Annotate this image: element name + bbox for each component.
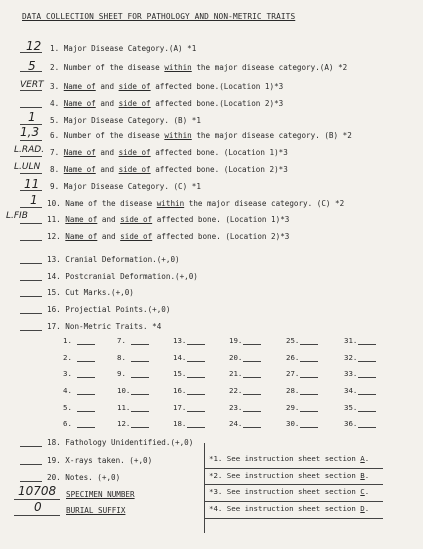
trait-number: 9.: [117, 369, 126, 378]
item-number: 15.: [47, 288, 61, 297]
trait-answer-line: [187, 377, 205, 378]
trait-number: 2.: [63, 353, 72, 362]
trait-number: 36.: [344, 419, 358, 428]
answer-11: L.FIB: [6, 211, 28, 221]
instruction-note: *4. See instruction sheet section D.: [209, 504, 370, 513]
item-text-underlined: side of: [118, 148, 151, 157]
trait-answer-line: [300, 344, 318, 345]
item-text-underlined: Name of: [63, 99, 96, 108]
answer-line: [20, 464, 42, 465]
item-number: 20.: [47, 473, 61, 482]
item-text-underlined: Name of: [65, 232, 98, 241]
trait-number: 19.: [229, 336, 243, 345]
trait-number: 16.: [173, 386, 187, 395]
item-text: affected bone. (Location 2)*3: [150, 165, 288, 174]
trait-number: 13.: [173, 336, 187, 345]
trait-number: 11.: [117, 403, 131, 412]
answer-line: [20, 296, 42, 297]
trait-number: 23.: [229, 403, 243, 412]
item-number: 7.: [50, 148, 60, 157]
trait-answer-line: [358, 427, 376, 428]
item-number: 6.: [50, 131, 60, 140]
answer-10: 1: [30, 193, 38, 207]
box-divider: [205, 484, 383, 485]
answer-line: [14, 515, 60, 516]
instructions-box: [204, 443, 383, 533]
trait-number: 7.: [117, 336, 126, 345]
item-number: 3.: [50, 82, 60, 91]
item-text: affected bone. (Location 1)*3: [150, 148, 288, 157]
trait-number: 8.: [117, 353, 126, 362]
item-text: Cranial Deformation.(+,0): [65, 255, 180, 264]
item-text-underlined: Name of: [63, 165, 96, 174]
trait-number: 31.: [344, 336, 358, 345]
item-number: 5.: [50, 116, 60, 125]
trait-answer-line: [77, 411, 95, 412]
answer-line: [20, 173, 42, 174]
trait-number: 10.: [117, 386, 131, 395]
trait-number: 14.: [173, 353, 187, 362]
trait-number: 5.: [63, 403, 72, 412]
trait-number: 27.: [286, 369, 300, 378]
trait-answer-line: [131, 427, 149, 428]
item-text: Postcranial Deformation.(+,0): [65, 272, 198, 281]
item-text-underlined: Name of: [63, 82, 96, 91]
item-text: and: [97, 215, 121, 224]
item-text-underlined: side of: [118, 165, 151, 174]
item-text: and: [97, 232, 121, 241]
item-text: Major Disease Category. (C) *1: [63, 182, 201, 191]
trait-answer-line: [131, 377, 149, 378]
answer-line: [20, 52, 42, 53]
answer-9: 11: [24, 177, 40, 191]
trait-answer-line: [243, 377, 261, 378]
trait-number: 4.: [63, 386, 72, 395]
item-number: 9.: [50, 182, 60, 191]
instruction-note: *2. See instruction sheet section B.: [209, 471, 370, 480]
sheet-title: DATA COLLECTION SHEET FOR PATHOLOGY AND NON-METRIC TRAITS: [22, 12, 296, 21]
trait-number: 35.: [344, 403, 358, 412]
answer-line: [20, 90, 42, 91]
burial-suffix-label: BURIAL SUFFIX: [66, 506, 126, 515]
item-text: and: [95, 99, 119, 108]
answer-7: L.RAD.: [14, 145, 45, 155]
answer-line: [20, 156, 42, 157]
trait-answer-line: [300, 361, 318, 362]
answer-line: [20, 481, 42, 482]
trait-answer-line: [358, 411, 376, 412]
item-text: the major disease category.(A) *2: [191, 63, 348, 72]
trait-number: 20.: [229, 353, 243, 362]
item-text-underlined: side of: [120, 215, 153, 224]
item-number: 10.: [47, 199, 61, 208]
item-text: X-rays taken. (+,0): [65, 456, 153, 465]
answer-2: 5: [28, 59, 36, 73]
item-text: Number of the disease: [63, 63, 165, 72]
trait-number: 1.: [63, 336, 72, 345]
trait-answer-line: [243, 411, 261, 412]
trait-answer-line: [358, 377, 376, 378]
trait-number: 6.: [63, 419, 72, 428]
item-number: 11.: [47, 215, 61, 224]
answer-line: [20, 280, 42, 281]
item-text-underlined: Name of: [65, 215, 98, 224]
trait-answer-line: [131, 361, 149, 362]
trait-answer-line: [243, 344, 261, 345]
trait-answer-line: [187, 344, 205, 345]
trait-answer-line: [243, 361, 261, 362]
trait-answer-line: [300, 377, 318, 378]
item-text: and: [95, 148, 119, 157]
trait-answer-line: [131, 394, 149, 395]
trait-answer-line: [187, 394, 205, 395]
specimen-number-label: SPECIMEN NUMBER: [66, 490, 135, 499]
answer-line: [20, 313, 42, 314]
trait-answer-line: [243, 427, 261, 428]
trait-number: 30.: [286, 419, 300, 428]
trait-answer-line: [300, 411, 318, 412]
item-text: affected bone. (Location 2)*3: [152, 232, 290, 241]
trait-number: 33.: [344, 369, 358, 378]
trait-number: 32.: [344, 353, 358, 362]
trait-answer-line: [300, 427, 318, 428]
item-number: 2.: [50, 63, 60, 72]
answer-6: 1,3: [20, 125, 40, 139]
trait-answer-line: [77, 394, 95, 395]
trait-number: 17.: [173, 403, 187, 412]
item-number: 1.: [50, 44, 60, 53]
item-number: 8.: [50, 165, 60, 174]
item-text: and: [95, 82, 119, 91]
item-text: affected bone.(Location 2)*3: [150, 99, 284, 108]
item-text: Major Disease Category.(A) *1: [63, 44, 197, 53]
trait-answer-line: [243, 394, 261, 395]
item-number: 18.: [47, 438, 61, 447]
answer-line: [20, 190, 42, 191]
trait-answer-line: [77, 344, 95, 345]
item-text: Name of the disease: [65, 199, 157, 208]
trait-answer-line: [187, 427, 205, 428]
item-text: Notes. (+,0): [65, 473, 121, 482]
item-text: Cut Marks.(+,0): [65, 288, 134, 297]
item-number: 4.: [50, 99, 60, 108]
trait-number: 18.: [173, 419, 187, 428]
item-number: 13.: [47, 255, 61, 264]
trait-answer-line: [300, 394, 318, 395]
answer-line: [20, 446, 42, 447]
item-text-underlined: within: [164, 131, 192, 140]
item-text: and: [95, 165, 119, 174]
trait-answer-line: [358, 394, 376, 395]
item-text-underlined: within: [164, 63, 192, 72]
item-number: 17.: [47, 322, 61, 331]
trait-number: 26.: [286, 353, 300, 362]
item-text-underlined: side of: [118, 99, 151, 108]
item-text: Fathology Unidentified.(+,0): [65, 438, 194, 447]
trait-answer-line: [77, 377, 95, 378]
trait-number: 29.: [286, 403, 300, 412]
answer-line: [20, 263, 42, 264]
box-divider: [205, 501, 383, 502]
item-text-underlined: side of: [120, 232, 153, 241]
trait-answer-line: [131, 411, 149, 412]
answer-line: [20, 71, 42, 72]
trait-answer-line: [131, 344, 149, 345]
trait-answer-line: [358, 344, 376, 345]
trait-answer-line: [358, 361, 376, 362]
answer-line: [20, 330, 42, 331]
answer-line: [20, 240, 42, 241]
item-text-underlined: Name of: [63, 148, 96, 157]
trait-number: 3.: [63, 369, 72, 378]
answer-line: [20, 207, 42, 208]
instruction-note: *1. See instruction sheet section A.: [209, 454, 370, 463]
specimen-number-value: 10708: [18, 484, 57, 498]
trait-answer-line: [77, 361, 95, 362]
answer-line: [20, 107, 42, 108]
answer-1: 12: [26, 39, 42, 53]
item-number: 16.: [47, 305, 61, 314]
trait-number: 34.: [344, 386, 358, 395]
trait-answer-line: [77, 427, 95, 428]
item-text: Major Disease Category. (B) *1: [63, 116, 201, 125]
answer-3: VERT: [20, 80, 44, 90]
trait-number: 28.: [286, 386, 300, 395]
trait-number: 12.: [117, 419, 131, 428]
trait-answer-line: [187, 361, 205, 362]
trait-number: 15.: [173, 369, 187, 378]
trait-number: 22.: [229, 386, 243, 395]
answer-line: [20, 223, 42, 224]
item-text: affected bone.(Location 1)*3: [150, 82, 284, 91]
trait-number: 21.: [229, 369, 243, 378]
trait-number: 24.: [229, 419, 243, 428]
answer-5: 1: [28, 110, 36, 124]
answer-8: L.ULN: [14, 162, 41, 172]
item-text: affected bone. (Location 1)*3: [152, 215, 290, 224]
item-text-underlined: within: [156, 199, 185, 208]
box-divider: [205, 468, 383, 469]
item-text-underlined: side of: [118, 82, 151, 91]
instruction-note: *3. See instruction sheet section C.: [209, 487, 370, 496]
trait-number: 25.: [286, 336, 300, 345]
item-text: the major disease category. (C) *2: [184, 199, 345, 208]
item-text: Number of the disease: [63, 131, 165, 140]
item-text: Projectial Points.(+,0): [65, 305, 171, 314]
item-text: the major disease category. (B) *2: [191, 131, 352, 140]
trait-answer-line: [187, 411, 205, 412]
answer-line: [20, 140, 42, 141]
burial-suffix-value: 0: [34, 500, 42, 514]
item-number: 14.: [47, 272, 61, 281]
item-number: 19.: [47, 456, 61, 465]
box-divider: [205, 518, 383, 519]
item-number: 12.: [47, 232, 61, 241]
item-text: Non-Metric Traits. *4: [65, 322, 162, 331]
